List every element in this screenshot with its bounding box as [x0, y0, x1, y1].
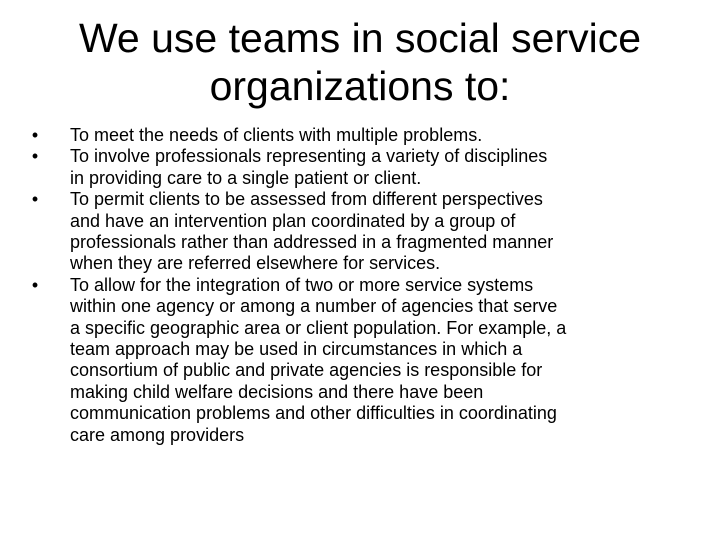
bullet-text-line: when they are referred elsewhere for services. — [70, 253, 441, 274]
bullet-text-line: within one agency or among a number of agencies that serve — [70, 296, 558, 317]
bullet-text-line: To allow for the integration of two or more service systems — [70, 274, 534, 295]
bullet-dot-icon: • — [31, 125, 39, 145]
bullet-dot-icon: • — [31, 274, 39, 295]
bullet-item — [28, 125, 688, 146]
bullet-text-line: team approach may be used in circumstances in which a — [70, 339, 523, 360]
bullet-text-line: consortium of public and private agencies is responsible for — [70, 360, 543, 381]
slide-title-line: We use teams in social service — [78, 15, 642, 61]
bullet-text-line: in providing care to a single patient or client. — [70, 167, 422, 188]
bullet-text-line: To meet the needs of clients with multiple problems. — [70, 125, 483, 145]
bullet-dot-icon: • — [31, 146, 39, 167]
bullet-text-line: communication problems and other difficulties in coordinating — [70, 403, 557, 424]
slide-title-line: organizations to: — [209, 63, 511, 109]
bullet-text-line: and have an intervention plan coordinated by a group of — [70, 210, 516, 231]
bullet-text-line: To permit clients to be assessed from different perspectives — [70, 189, 543, 210]
bullet-text-line: making child welfare decisions and there have been — [70, 381, 484, 402]
bullet-text-line: a specific geographic area or client population. For example, a — [70, 317, 567, 338]
bullet-item — [28, 146, 688, 189]
bullet-text-line: To involve professionals representing a variety of disciplines — [70, 146, 548, 167]
bullet-list — [28, 125, 688, 446]
bullet-item — [28, 275, 688, 446]
slide-title — [20, 14, 700, 110]
bullet-text-line: professionals rather than addressed in a fragmented manner — [70, 232, 554, 253]
bullet-item — [28, 189, 688, 275]
bullet-dot-icon: • — [31, 189, 39, 210]
bullet-text-line: care among providers — [70, 424, 245, 445]
